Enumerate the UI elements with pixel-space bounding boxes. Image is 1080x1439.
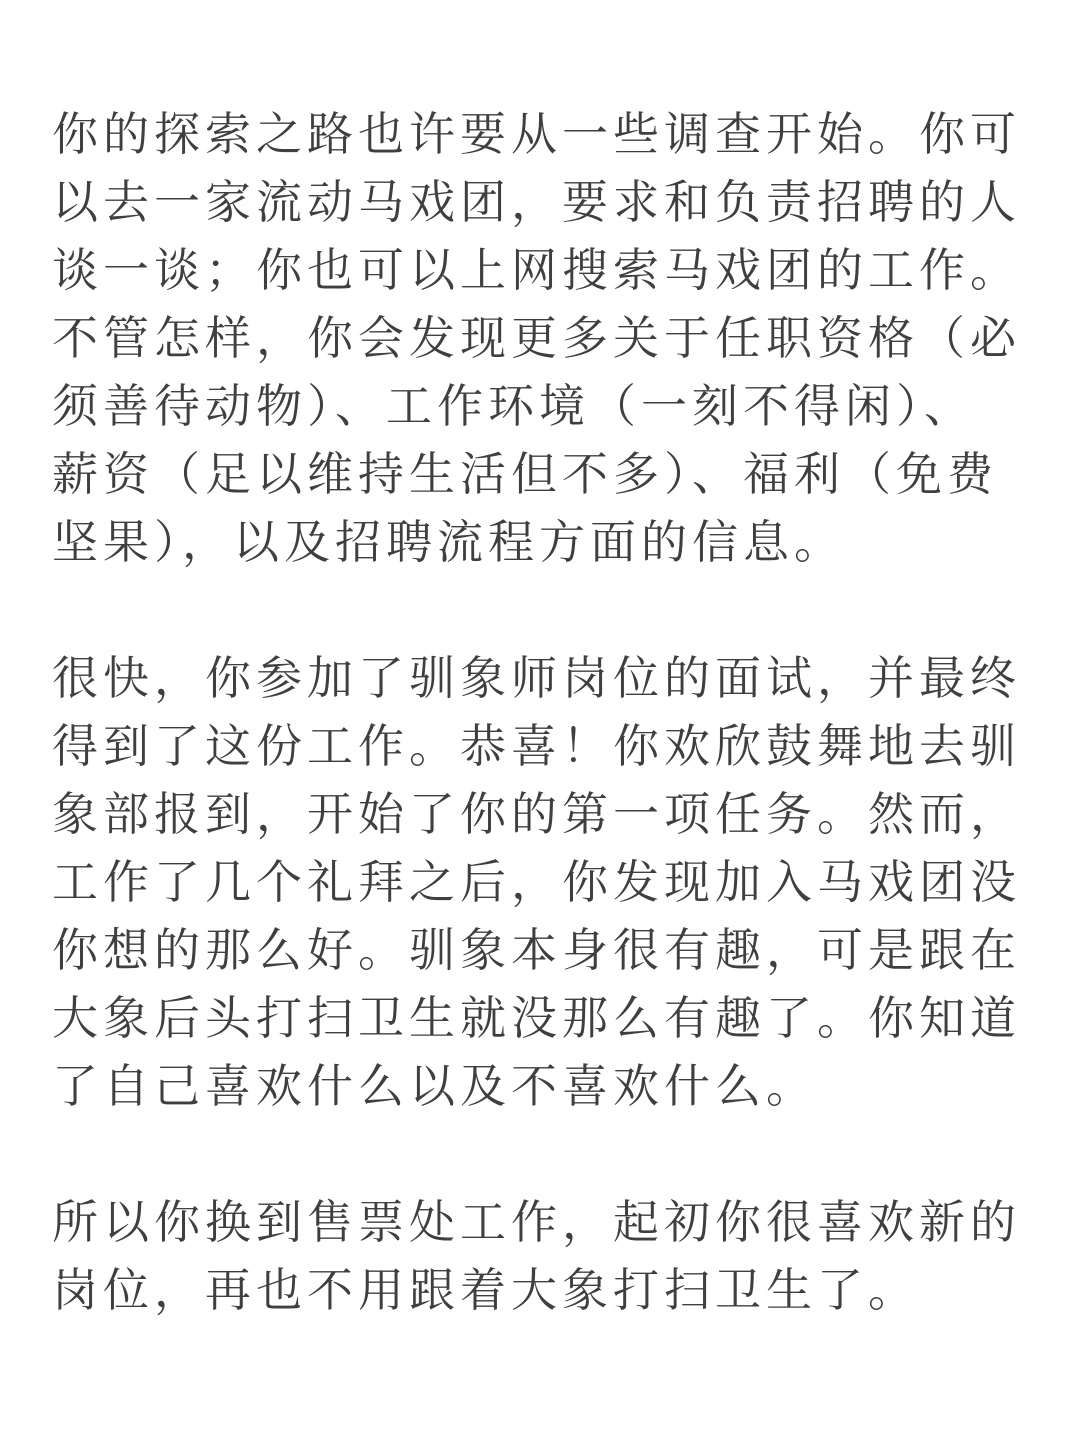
text-line: 你的探索之路也许要从一些调查开始。你可 [52,107,1021,161]
paragraph-2 [52,644,1032,1120]
paragraph-gap [52,576,1032,644]
text-line: 得到了这份工作。恭喜！你欢欣鼓舞地去驯 [52,719,1021,773]
text-line: 很快，你参加了驯象师岗位的面试，并最终 [52,651,1021,705]
text-line: 了自己喜欢什么以及不喜欢什么。 [52,1059,817,1113]
text-line: 谈一谈；你也可以上网搜索马戏团的工作。 [52,243,1021,297]
text-line: 坚果），以及招聘流程方面的信息。 [52,515,845,569]
text-line: 须善待动物）、工作环境（一刻不得闲）、 [52,379,975,433]
text-line: 以去一家流动马戏团，要求和负责招聘的人 [52,175,1021,229]
article-body [52,100,1032,1324]
text-line: 所以你换到售票处工作，起初你很喜欢新的 [52,1195,1021,1249]
text-line: 大象后头打扫卫生就没那么有趣了。你知道 [52,991,1021,1045]
paragraph-3 [52,1188,1032,1324]
paragraph-gap [52,1120,1032,1188]
text-line: 薪资（足以维持生活但不多）、福利（免费 [52,447,998,501]
text-line: 不管怎样，你会发现更多关于任职资格（必 [52,311,1021,365]
text-line: 象部报到，开始了你的第一项任务。然而， [52,787,1021,841]
text-line: 工作了几个礼拜之后，你发现加入马戏团没 [52,855,1021,909]
text-line: 岗位，再也不用跟着大象打扫卫生了。 [52,1263,919,1317]
paragraph-1 [52,100,1032,576]
text-line: 你想的那么好。驯象本身很有趣，可是跟在 [52,923,1021,977]
